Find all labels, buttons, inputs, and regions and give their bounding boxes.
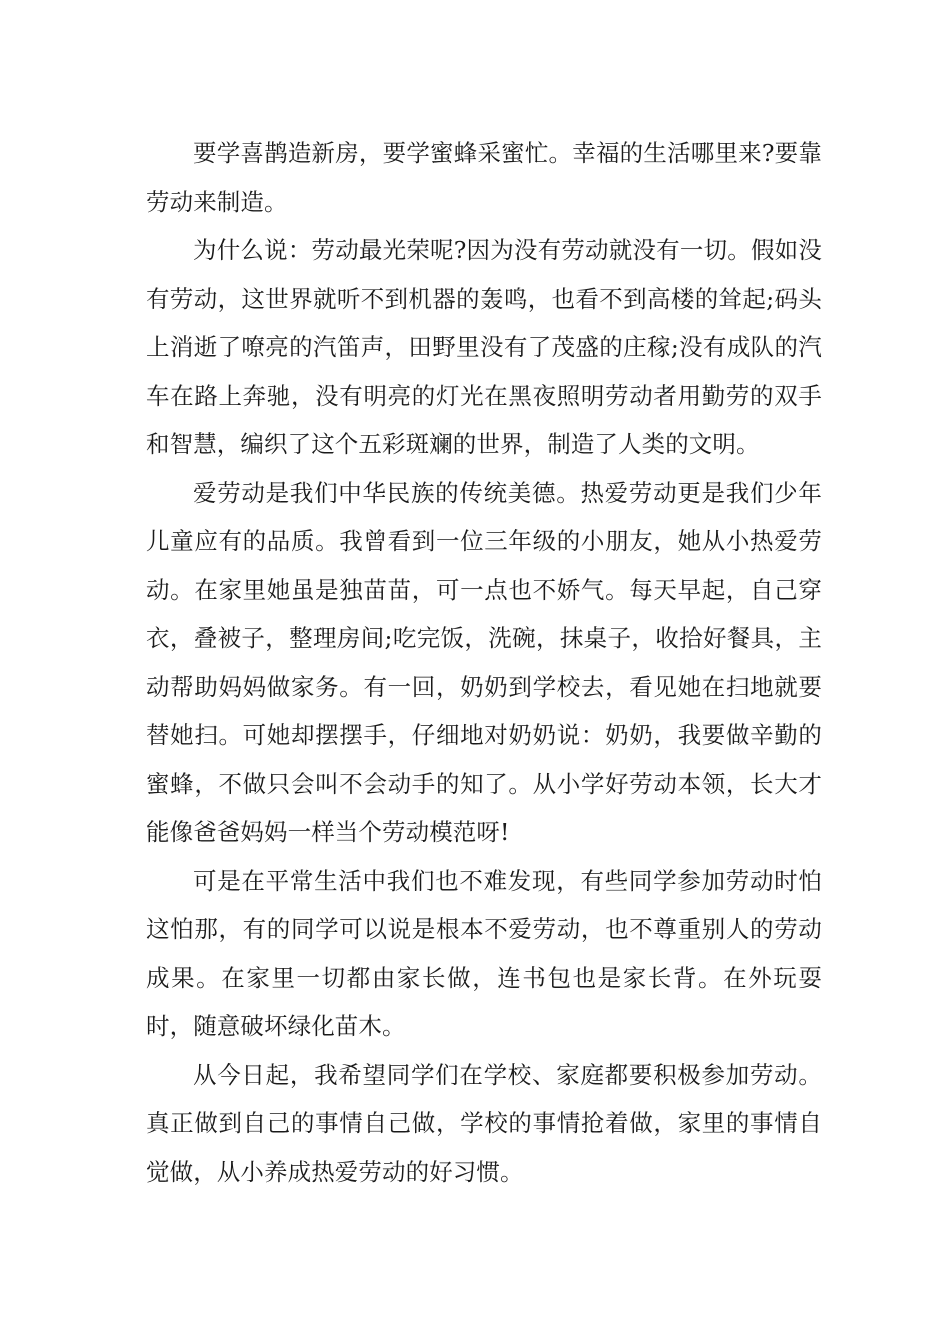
document-body	[146, 129, 822, 1196]
paragraph-5: 从今日起，我希望同学们在学校、家庭都要积极参加劳动。真正做到自己的事情自己做，学校的事情抢着做，家里的事情自觉做，从小养成热爱劳动的好习惯。	[146, 1060, 822, 1186]
paragraph-2: 为什么说：劳动最光荣呢?因为没有劳动就没有一切。假如没有劳动，这世界就听不到机器的轰鸣，也看不到高楼的耸起;码头上消逝了嘹亮的汽笛声，田野里没有了茂盛的庄稼;没有成队的汽车在路上奔驰，没有明亮的灯光在黑夜照明劳动者用勤劳的双手和智慧，编织了这个五彩斑斓的世界，制造了人类的文明。	[146, 236, 822, 458]
paragraph-1: 要学喜鹊造新房，要学蜜蜂采蜜忙。幸福的生活哪里来?要靠劳动来制造。	[146, 139, 822, 216]
paragraph-3: 爱劳动是我们中华民族的传统美德。热爱劳动更是我们少年儿童应有的品质。我曾看到一位三年级的小朋友，她从小热爱劳动。在家里她虽是独苗苗，可一点也不娇气。每天早起，自己穿衣，叠被子，整理房间;吃完饭，洗碗，抹桌子，收拾好餐具，主动帮助妈妈做家务。有一回，奶奶到学校去，看见她在扫地就要替她扫。可她却摆摆手，仔细地对奶奶说：奶奶，我要做辛勤的蜜蜂，不做只会叫不会动手的知了。从小学好劳动本领，长大才能像爸爸妈妈一样当个劳动模范呀!	[146, 478, 822, 846]
paragraph-4: 可是在平常生活中我们也不难发现，有些同学参加劳动时怕这怕那，有的同学可以说是根本不爱劳动，也不尊重别人的劳动成果。在家里一切都由家长做，连书包也是家长背。在外玩耍时，随意破坏绿化苗木。	[146, 866, 822, 1040]
